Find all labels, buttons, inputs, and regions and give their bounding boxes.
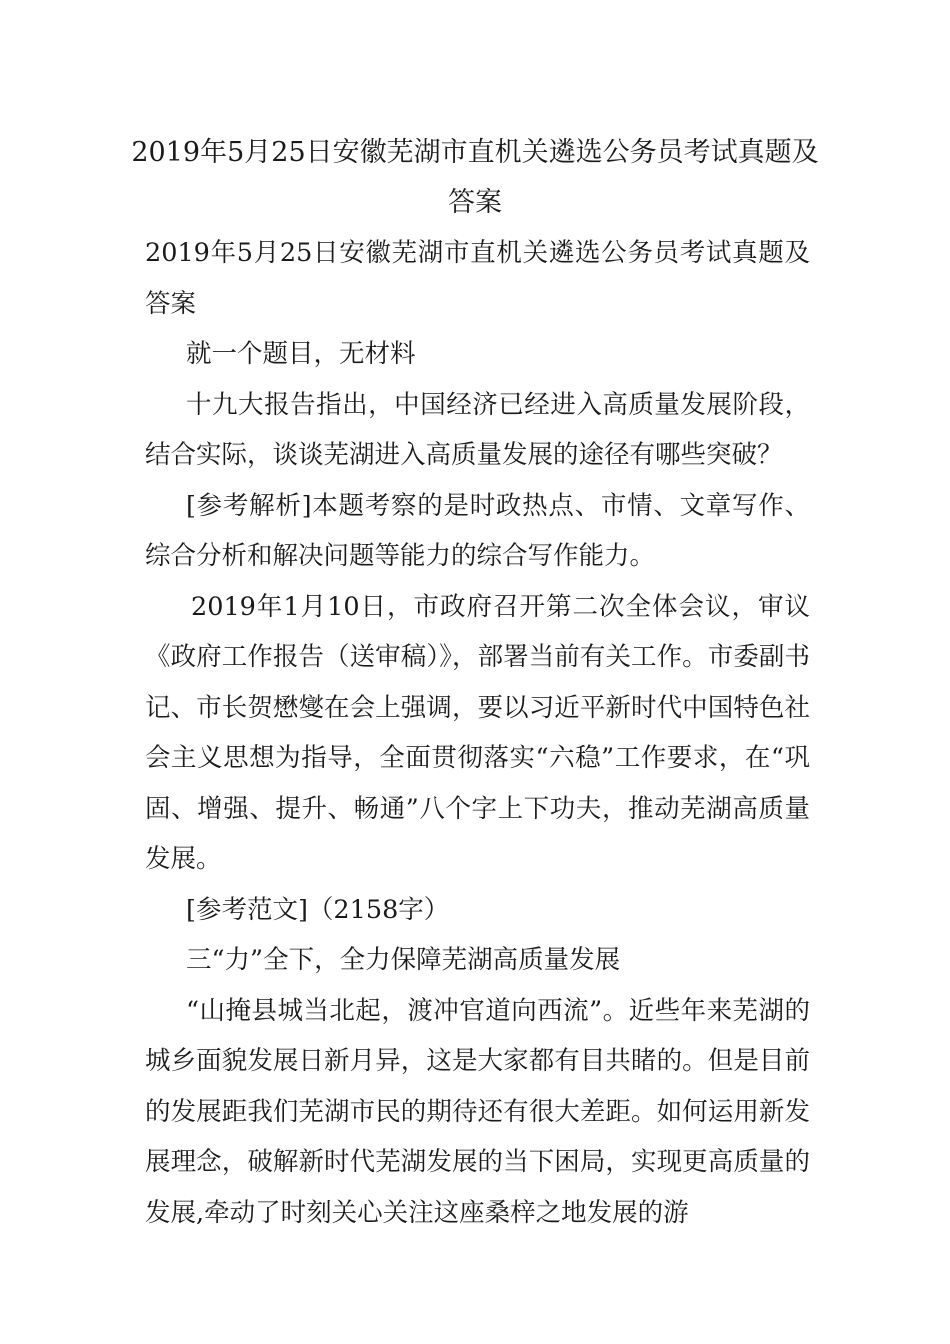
question-paragraph: 十九大报告指出，中国经济已经进入高质量发展阶段，结合实际，谈谈芜湖进入高质量发展的途径有哪些突破？ (145, 389, 810, 470)
essay-body-paragraph: “山掩县城当北起，渡冲官道向西流”。近些年来芜湖的城乡面貌发展日新月异，这是大家都有目共睹的。但是目前的发展距我们芜湖市民的期待还有很大差距。如何运用新发展理念，破解新时代芜湖发展的当下困局，实现更高质量的发展,牵动了时刻关心关注这座桑梓之地发展的游 (145, 995, 810, 1228)
document-body (145, 228, 810, 1238)
background-paragraph: 2019年1月10日，市政府召开第二次全体会议，审议《政府工作报告（送审稿）》，部署当前有关工作。市委副书记、市长贺懋燮在会上强调，要以习近平新时代中国特色社会主义思想为指导，全面贯彻落实“六稳”工作要求，在“巩固、增强、提升、畅通”八个字上下功夫，推动芜湖高质量发展。 (145, 591, 810, 874)
question-note-paragraph: 就一个题目，无材料 (186, 339, 416, 369)
analysis-paragraph: [参考解析]本题考察的是时政热点、市情、文章写作、综合分析和解决问题等能力的综合写作能力。 (145, 490, 810, 571)
sample-essay-label: [参考范文]（2158字） (186, 894, 450, 925)
document-title: 2019年5月25日安徽芜湖市直机关遴选公务员考试真题及答案 (131, 137, 819, 218)
essay-title-paragraph: 三“力”全下，全力保障芜湖高质量发展 (186, 945, 621, 975)
repeated-title-paragraph: 2019年5月25日安徽芜湖市直机关遴选公务员考试真题及答案 (145, 238, 810, 319)
